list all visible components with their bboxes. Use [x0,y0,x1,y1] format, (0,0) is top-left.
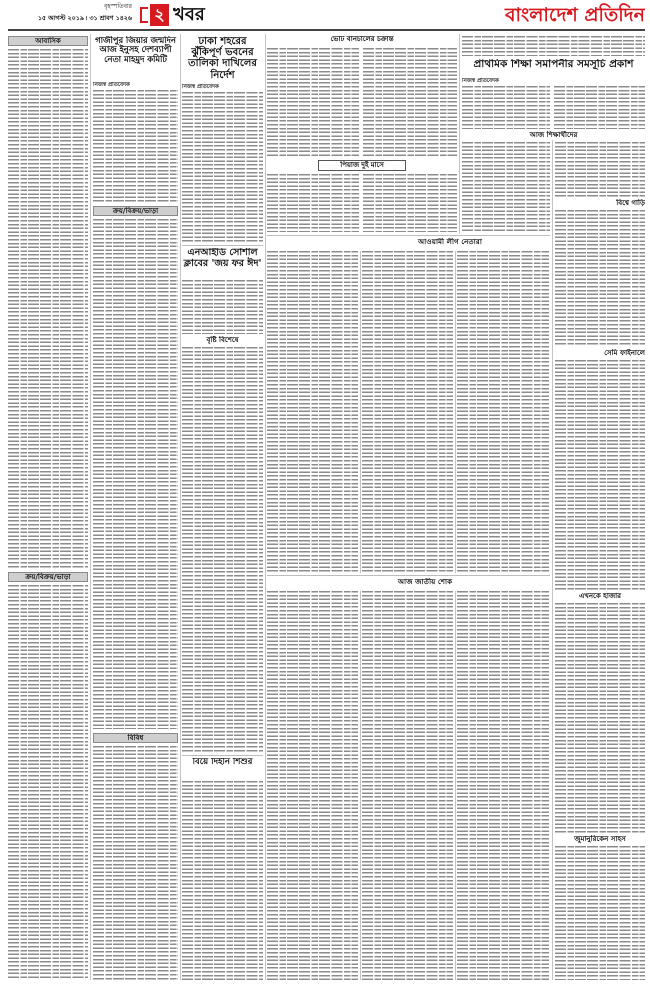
article-body-text [362,251,453,573]
classified-text [8,585,88,980]
headline-onion: পিয়াজ দুই মাসে [318,160,406,171]
article-body-text [555,846,645,980]
article-body-text [555,210,645,347]
byline: নিজস্ব প্রতিবেদক [93,82,130,88]
headline-mourning: আজ জাতীয় শোক [397,578,453,586]
article-body-text [457,251,549,573]
column-divider [180,34,181,980]
column-divider [90,34,91,980]
article-body-text [555,360,645,590]
byline: নিজস্ব প্রতিবেদক [462,78,499,84]
classified-header-buy-sell: ক্রয়/বিক্রয়/ভাড়া [8,572,88,582]
subhead-right-2: সেমি ফাইনালে [604,349,645,357]
column-divider [360,251,361,573]
article-body-text [182,280,263,334]
article-body-text [267,174,359,232]
subhead-nid-club: বৃষ্টি বিশেষে [206,336,239,344]
article-body-text [462,86,550,129]
classified-header-misc: বিবিধ [93,733,178,743]
headline-nid-club: এনআইডি সোশাল ক্লাবের 'জয় ফর ঈদ' [183,248,262,269]
article-body-text [457,591,549,980]
headline-child-marriage: বিয়ে দিইনি শিশুর [192,758,253,767]
article-body-text [363,48,457,158]
subhead-right-4: জুমানুরিকেন সাহস [574,835,626,843]
article-body-text [462,36,645,56]
article-rule [267,235,550,236]
subhead-right-1: বিশ্বে গাড়ি [616,199,645,207]
article-body-text [555,142,645,197]
article-rule [182,245,263,246]
classified-header-buy-sell: ক্রয়/বিক্রয়/ভাড়া [93,206,178,216]
subhead-primary-exam: আজ শিক্ষার্থীদের [529,131,578,139]
masthead: বাংলাদেশ প্রতিদিন [504,4,645,26]
classified-text [8,49,88,569]
column-divider [552,140,553,980]
article-body-text [554,86,645,129]
byline: নিজস্ব প্রতিবেদক [182,84,219,90]
subhead-right-3: এখনকে হাজার [578,592,622,600]
column-divider [360,591,361,980]
column-divider [455,251,456,573]
article-body-text [182,92,263,242]
headline-dhaka-buildings: ঢাকা শহরের ঝুঁকিপূর্ণ ভবনের তালিকা দাখিলের নির্দেশ [188,36,257,81]
issue-date: ১৫ আগস্ট ২০১৯ ৷ ৩১ শ্রাবণ ১৪২৬ [37,15,132,22]
article-rule [182,755,263,756]
weekday: বৃহস্পতিবার [104,3,132,10]
article-body-text [182,781,263,980]
article-body-text [267,591,358,980]
article-body-text [182,347,263,752]
column-divider [459,34,460,234]
article-body-text [363,174,457,232]
section-title: খবর [173,4,205,25]
article-body-text [555,603,645,833]
headline-gazipur: গাজীপুর জিয়ার জন্মদিন আজ ইনুসহ দেশব্যাপী নেতা মাহমুদ কমিটি [95,36,176,64]
column-divider [265,34,266,980]
column-divider [455,591,456,980]
headline-vote: ভোট বানচালের চক্রান্ত [330,36,394,43]
page-number: ২ [150,4,169,26]
article-body-text [93,90,178,202]
article-body-text [362,591,453,980]
article-rule [267,575,550,576]
headline-awami-league: আওয়ামী লীগ নেতারা [418,238,482,246]
classified-text [93,219,178,729]
classified-text [93,746,178,980]
article-body-text [267,48,359,158]
headline-primary-exam: প্রাথমিক শিক্ষা সমাপনীর সমসূচি প্রকাশ [473,59,634,70]
page-marker-icon [140,7,148,23]
header-rule [8,29,645,31]
article-body-text [462,142,550,233]
article-body-text [267,251,358,573]
classified-header-residential: আবাসিক [8,36,88,46]
